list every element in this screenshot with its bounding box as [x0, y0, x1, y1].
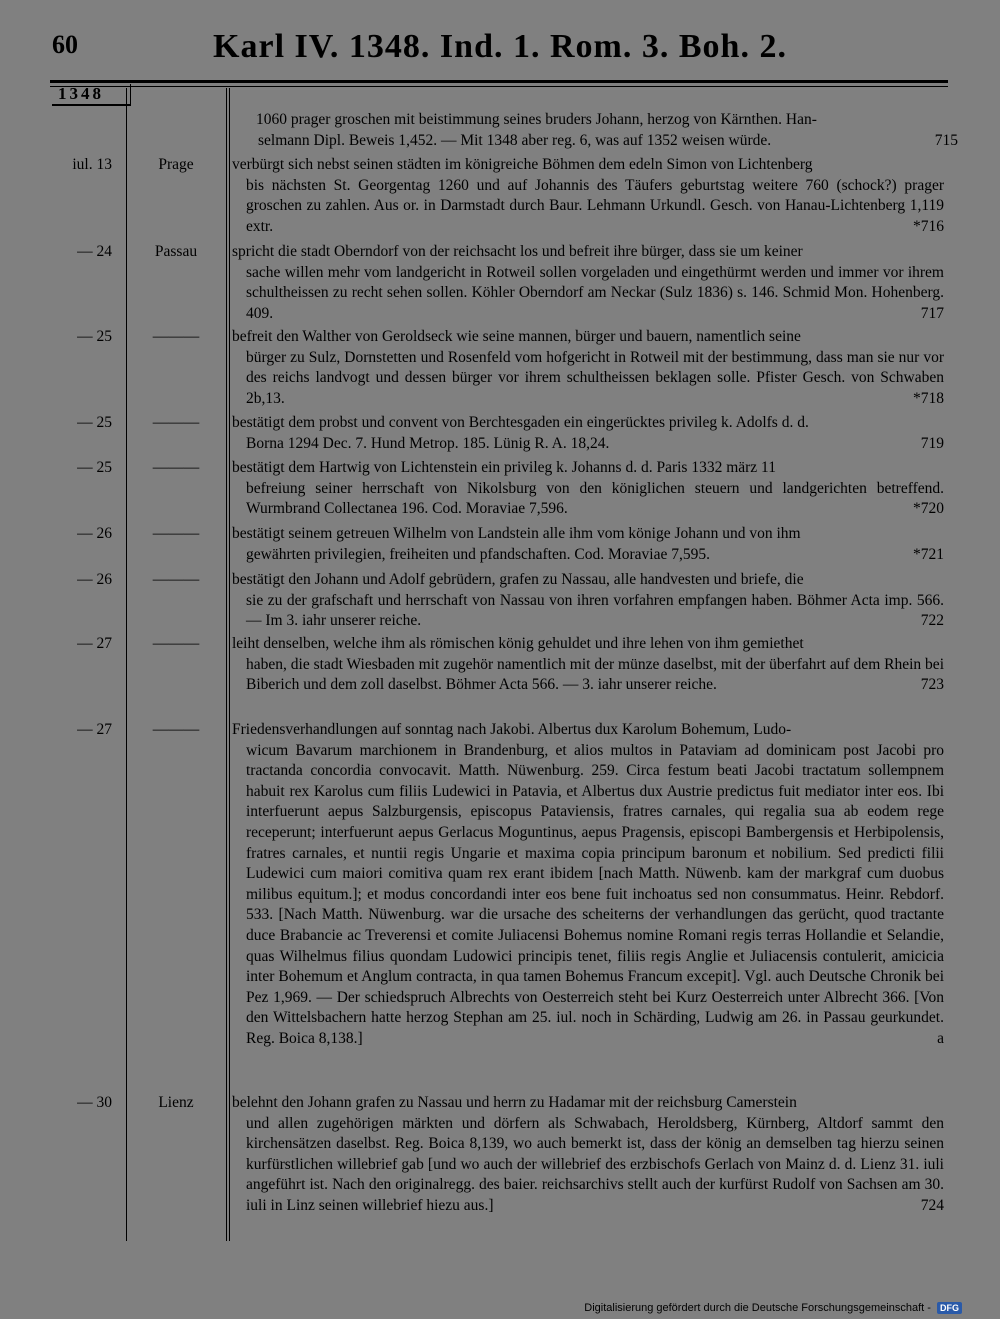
- entry-number: 719: [920, 434, 944, 452]
- entry-text-rest-wrap: [232, 741, 944, 1050]
- entry-text-rest-wrap: [232, 479, 944, 520]
- entry-place: ———: [152, 328, 200, 345]
- entry-text-first: belehnt den Johann grafen zu Nassau und herrn zu Hadamar mit der reichsburg Camerstein: [232, 1094, 797, 1111]
- entry-text-rest: wicum Bavarum marchionem in Brandenburg, et alios multos in Pataviam ad dominicam post Jacobi pro tractanda concordia convocavit. Matth. Nüwenburg. 259. Circa festum beati Jacobi tractatum sollempnem habuit rex Karolus cum filiis Ludewici in Patavia, et Albertus dux Austrie predictus fuit mediator inter eos. Ibi interfuerunt aepus Salzburgensis, episcopus Pataviensis, fratres carnales, qui regalia sua ab eodem rege receperunt; interfuerunt aepus Gerlacus Moguntinus, aepus Pragensis, episcopi Bambergensis et Herbipolensis, fratres carnales, et nuntii regis Ungarie et maxima copia principum baronum et nobilium. Sed predicti filii Ludewici cum maiori comitiva quam rex erant ibidem [nach Matth. Nüwenb. kam der markgraf cum duobus milibus equitum.]; et modus concordandi inter eos bene fuit inchoatus sed non consummatus. Heinr. Rebdorf. 533. [Nach Matth. Nüwenburg. war die ursache des scheiterns der verhandlungen das gerücht, quod tractante duce Brabancie ac Treverensi et comite Juliacensi Bohemus nomine Romani regis terras Hollandie et Selandie, quas Wilhelmus filius quondam Ludowici principis tenet, filiis regis Anglie et Juliacensis contulerit, amicicia inter Bohemum et Anglum contracta, in qua tamen Bohemus Francum excepit]. Vgl. auch Deutsche Chronik bei Pez 1,969. — Der schiedspruch Albrechts von Oesterreich steht bei Kurz Oesterreich unter Albrecht 366. [Von den Wittelsbachern hatte herzog Stephan am 25. iul. noch in Schärding, Ludwig am 26. in Passau geurkundet. Reg. Boica 8,138.]: [246, 741, 944, 1047]
- entry-text-rest-wrap: [232, 348, 944, 410]
- entry-text-first: bestätigt dem probst und convent von Berchtesgaden ein eingerücktes privileg k. Adolfs d. d.: [232, 414, 809, 431]
- entry-text-rest: sie zu der grafschaft und herrschaft von Nassau von ihren vorfahren empfangen haben. Böhmer Acta imp. 566. — Im 3. iahr unserer reiche.: [246, 591, 944, 630]
- entry-date: — 24: [77, 243, 112, 260]
- entry-date: — 25: [77, 328, 112, 345]
- entry-number: 722: [920, 612, 944, 630]
- entry-text-rest: sache willen mehr vom landgericht in Rotweil sollen vorgeladen und eingethürmt werden und immer vor ihrem schultheissen zu recht sehen sollen. Köhler Oberndorf am Neckar (Sulz 1836) s. 146. Schmid Mon. Hohenberg. 409.: [246, 263, 944, 322]
- entry-date: — 27: [77, 721, 112, 738]
- page-number: 60: [52, 30, 78, 59]
- entry-date: — 26: [77, 525, 112, 542]
- page-title: Karl IV. 1348. Ind. 1. Rom. 3. Boh. 2.: [213, 28, 787, 65]
- column-divider-date: [126, 88, 127, 1241]
- entry-number: *716: [913, 217, 944, 235]
- header-rule-thick: [50, 80, 948, 83]
- entry-text: [232, 155, 944, 237]
- entry-date: — 25: [77, 459, 112, 476]
- entry-date: — 26: [77, 571, 112, 588]
- entry-text-first: leiht denselben, welche ihm als römischen könig gehuldet und ihre lehen von ihm gemiethet: [232, 635, 804, 652]
- entry-text-rest-wrap: [232, 655, 944, 696]
- entry-text: [232, 242, 944, 324]
- header-rule-thin: [50, 86, 948, 87]
- entry-date: iul. 13: [72, 156, 112, 173]
- entry-date: — 27: [77, 635, 112, 652]
- entry-text-first: spricht die stadt Oberndorf von der reichsacht los und befreit ihre bürger, dass sie um keiner: [232, 243, 803, 260]
- entry-text-rest: bis nächsten St. Georgentag 1260 und auf Johannis des Täufers geburtstag weitere 760 (schock?) prager groschen zu zahlen. Aus or. in Darmstadt durch Baur. Lehmann Urkundl. Gesch. von Hanau-Lichtenberg 1,119 extr.: [246, 176, 944, 235]
- entry-number: 724: [920, 1196, 944, 1214]
- entry-place: ———: [152, 414, 200, 431]
- entry-text-first: bestätigt den Johann und Adolf gebrüdern, grafen zu Nassau, alle handvesten und briefe, die: [232, 571, 804, 588]
- entry-text-rest-wrap: [232, 591, 944, 632]
- entry-text: [232, 1093, 944, 1217]
- entry-text-rest-wrap: [258, 131, 958, 152]
- entry-place: ———: [152, 721, 200, 738]
- entry-text: [232, 634, 944, 696]
- entry-text-rest-wrap: [232, 176, 944, 238]
- entry-date: — 25: [77, 414, 112, 431]
- entry-text-rest: selmann Dipl. Beweis 1,452. — Mit 1348 aber reg. 6, was auf 1352 weisen würde.: [258, 131, 772, 149]
- entry-date: — 30: [77, 1094, 112, 1111]
- entry-place: Passau: [154, 243, 198, 260]
- entry-number: 723: [920, 676, 944, 694]
- entry-text: [232, 327, 944, 409]
- entry-place: ———: [152, 459, 200, 476]
- entry-text: [232, 570, 944, 632]
- entry-text: [232, 110, 958, 151]
- entry-place: ———: [152, 571, 200, 588]
- entry-text-first: Friedensverhandlungen auf sonntag nach Jakobi. Albertus dux Karolum Bohemum, Ludo-: [232, 721, 792, 738]
- footer-text: Digitalisierung gefördert durch die Deutsche Forschungsgemeinschaft -: [584, 1302, 931, 1314]
- dfg-footer: [584, 1302, 962, 1314]
- entry-text-rest: gewährten privilegien, freiheiten und pfandschaften. Cod. Moraviae 7,595.: [246, 545, 710, 563]
- entry-text-rest-wrap: [232, 434, 944, 455]
- entry-number: *720: [913, 500, 944, 518]
- entry-text: [232, 720, 944, 1050]
- entry-text-rest: haben, die stadt Wiesbaden mit zugehör namentlich mit der münze daselbst, mit der überfahrt auf dem Rhein bei Biberich und dem zoll daselbst. Böhmer Acta 566. — 3. iahr unserer reiche.: [246, 655, 944, 694]
- entry-place: Lienz: [158, 1094, 194, 1111]
- entry-text-first: 1060 prager groschen mit beistimmung seines bruders Johann, herzog von Kärnthen. Han-: [256, 111, 817, 128]
- entry-text: [232, 524, 944, 565]
- entry-text-rest-wrap: [232, 263, 944, 325]
- entry-text-first: bestätigt seinem getreuen Wilhelm von Landstein alle ihm vom könige Johann und von ihm: [232, 525, 801, 542]
- column-divider-place-double: [229, 88, 230, 1241]
- entry-number: 717: [920, 304, 944, 322]
- entry-number: *718: [913, 389, 944, 407]
- entry-text-first: befreit den Walther von Geroldseck wie seine mannen, bürger und bauern, namentlich seine: [232, 328, 801, 345]
- entry-text-rest: Borna 1294 Dec. 7. Hund Metrop. 185. Lünig R. A. 18,24.: [246, 434, 610, 452]
- entry-number: 715: [934, 131, 958, 149]
- entry-text: [232, 413, 944, 454]
- entry-place: ———: [152, 635, 200, 652]
- entry-number: a: [937, 1029, 944, 1047]
- entry-text-rest: befreiung seiner herrschaft von Nikolsburg von den königlichen steuern und landgerichten betreffend. Wurmbrand Collectanea 196. Cod. Moraviae 7,596.: [246, 479, 944, 518]
- entry-text-first: verbürgt sich nebst seinen städten im königreiche Böhmen dem edeln Simon von Lichtenberg: [232, 156, 813, 173]
- entry-text-rest-wrap: [232, 545, 944, 566]
- entry-text-rest: bürger zu Sulz, Dornstetten und Rosenfeld vom hofgericht in Rotweil mit der bestimmung, dass man sie nur vor des reichs landvogt und dessen bürger vor ihrem schultheissen beklagen solle. Pfister Gesch. von Schwaben 2b,13.: [246, 348, 944, 407]
- entry-number: *721: [913, 545, 944, 563]
- entry-text-first: bestätigt dem Hartwig von Lichtenstein ein privileg k. Johanns d. d. Paris 1332 märz 11: [232, 459, 776, 476]
- entry-place: Prage: [158, 156, 194, 173]
- dfg-logo-icon: DFG: [937, 1302, 962, 1314]
- year-label: 1348: [52, 84, 131, 106]
- entry-text: [232, 458, 944, 520]
- column-divider-place: [226, 88, 227, 1241]
- entry-place: ———: [152, 525, 200, 542]
- entry-text-rest-wrap: [232, 1114, 944, 1217]
- entry-text-rest: und allen zugehörigen märkten und dörfern als Schwabach, Heroldsberg, Kürnberg, Altdorf sammt den kirchensätzen daselbst. Reg. Boica 8,139, wo auch bemerkt ist, dass der könig an demselben tag hierzu seinen kurfürstlichen willebrief gab [und wo auch der willebrief des erzbischofs Gerlach von Mainz d. d. Lienz 31. iuli angeführt ist. Nach den originalregg. des baier. reichsarchivs stellt auch der kurfürst Rudolf von Sachsen am 30. iuli in Linz seinen willebrief hiezu aus.]: [246, 1114, 944, 1214]
